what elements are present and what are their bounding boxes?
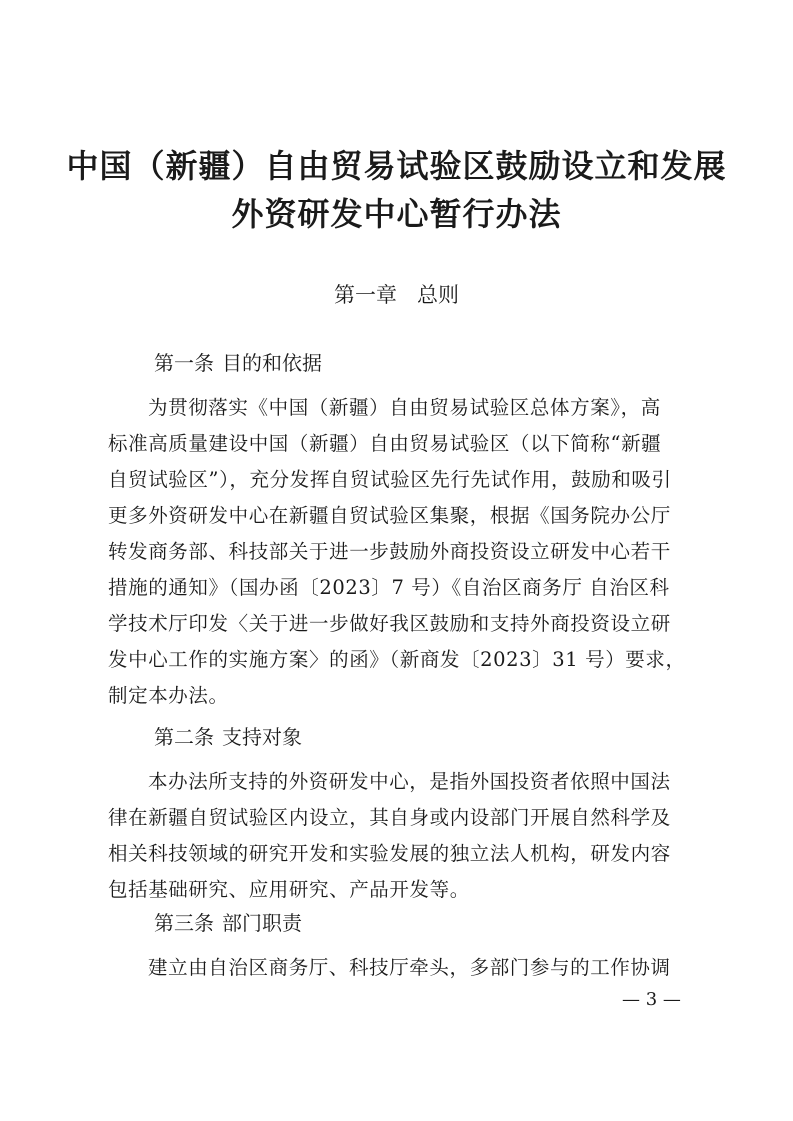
article-1-line-1: 为贯彻落实《中国（新疆）自由贸易试验区总体方案》，高: [148, 396, 661, 419]
article-1-line-3: 自贸试验区”），充分发挥自贸试验区先行先试作用，鼓励和吸引: [108, 468, 672, 491]
document-title-line-1: 中国（新疆）自由贸易试验区鼓励设立和发展: [66, 147, 727, 185]
article-3-label: 第三条: [154, 911, 214, 935]
article-1-label: 第一条: [154, 351, 214, 375]
article-1-line-5: 转发商务部、科技部关于进一步鼓励外商投资设立研发中心若干: [108, 540, 671, 563]
article-1-line-2: 标准高质量建设中国（新疆）自由贸易试验区（以下简称“新疆: [108, 432, 662, 455]
article-2-heading: [154, 722, 302, 752]
article-2-line-1: 本办法所支持的外资研发中心，是指外国投资者依照中国法: [148, 770, 671, 793]
article-1-line-4: 更多外资研发中心在新疆自贸试验区集聚，根据《国务院办公厅: [108, 504, 671, 527]
chapter-heading: 第一章 总则: [333, 283, 460, 307]
article-3-heading: [154, 908, 302, 938]
article-2-label: 第二条: [154, 725, 214, 749]
page-number: — 3 —: [622, 989, 681, 1010]
article-1-title: 目的和依据: [222, 351, 322, 375]
article-2-line-2: 律在新疆自贸试验区内设立，其自身或内设部门开展自然科学及: [108, 806, 671, 829]
article-2-title: 支持对象: [222, 725, 302, 749]
document-title-line-2: 外资研发中心暂行办法: [231, 195, 562, 233]
article-1-line-9: 制定本办法。: [108, 684, 229, 707]
article-3-line-1: 建立由自治区商务厅、科技厅牵头，多部门参与的工作协调: [148, 956, 671, 979]
article-1-line-8: 发中心工作的实施方案〉的函》（新商发〔2023〕31 号）要求，: [108, 648, 686, 671]
article-1-line-7: 学技术厅印发〈关于进一步做好我区鼓励和支持外商投资设立研: [108, 612, 671, 635]
article-1-line-6: 措施的通知》（国办函〔2023〕7 号）《自治区商务厅 自治区科: [108, 576, 670, 599]
article-2-line-3: 相关科技领域的研究开发和实验发展的独立法人机构，研发内容: [108, 842, 671, 865]
article-1-heading: [154, 348, 322, 378]
article-2-line-4: 包括基础研究、应用研究、产品开发等。: [108, 878, 470, 901]
article-3-title: 部门职责: [222, 911, 302, 935]
